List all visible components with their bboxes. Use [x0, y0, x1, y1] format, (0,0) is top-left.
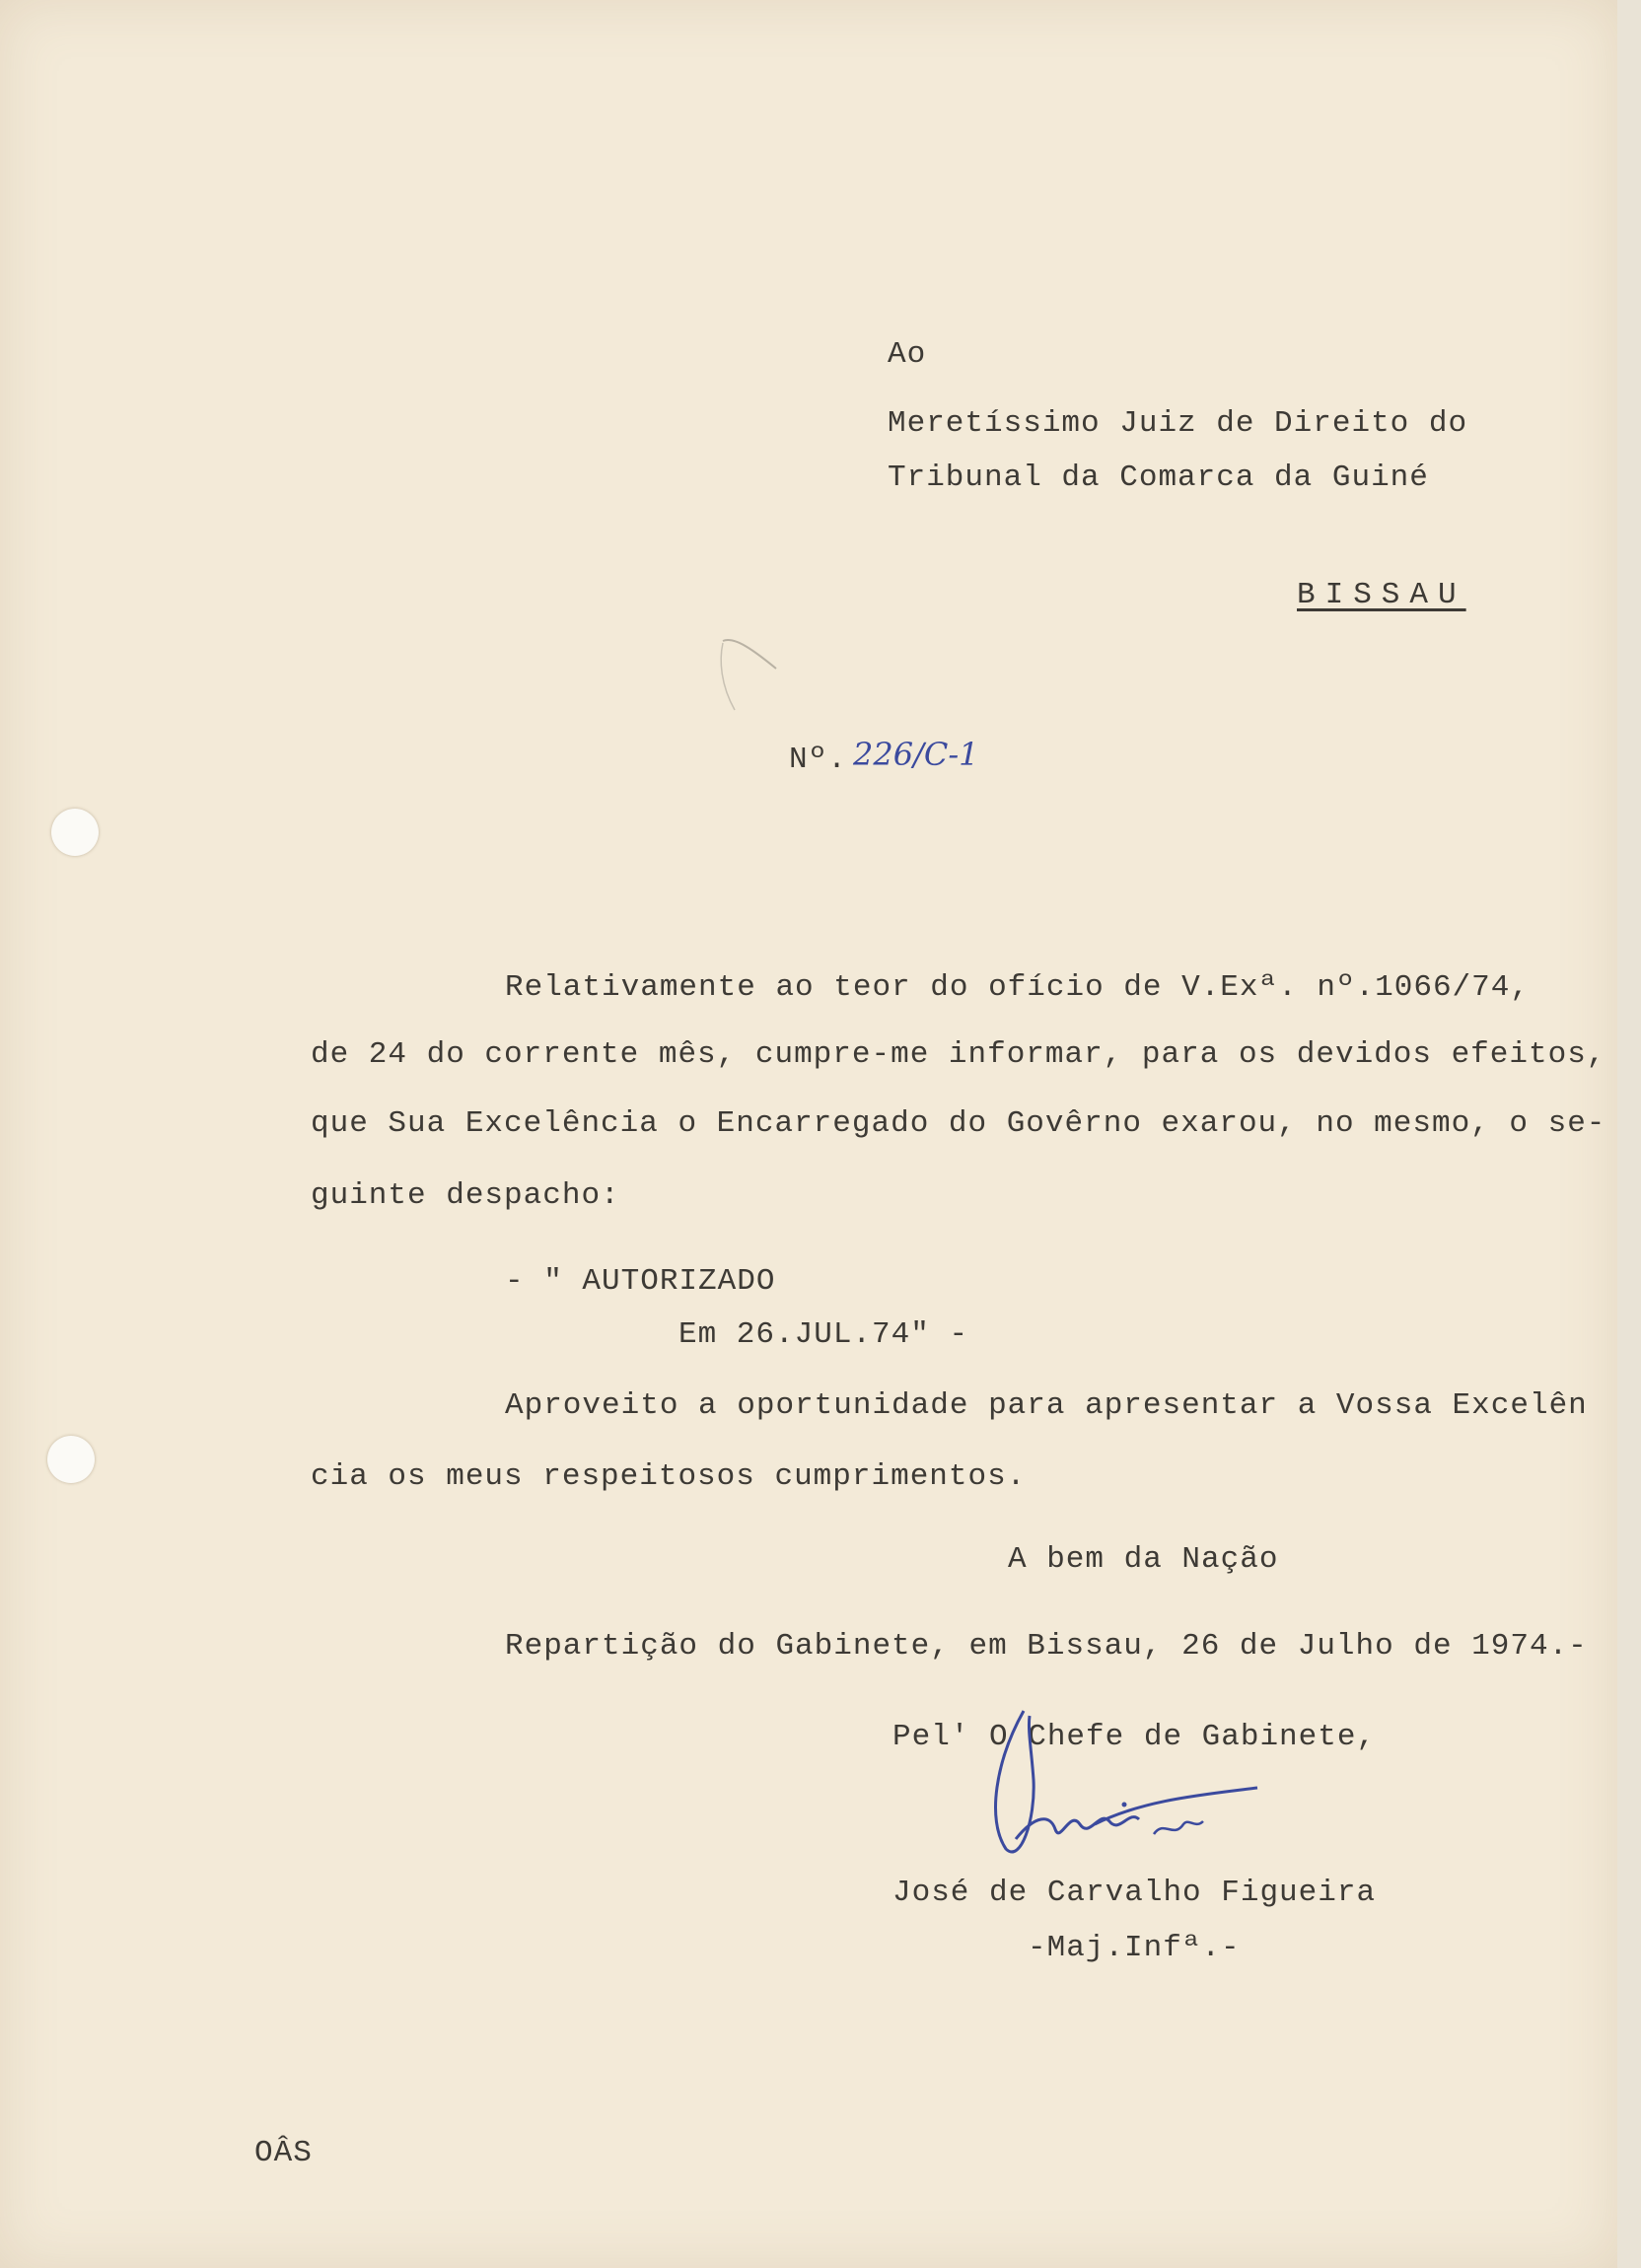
- closing-on-behalf: Pel' O Chefe de Gabinete,: [892, 1720, 1377, 1754]
- addressee-line-1: Meretíssimo Juiz de Direito do: [888, 406, 1468, 441]
- addressee-city: BISSAU: [1297, 578, 1466, 612]
- addressee-ao: Ao: [888, 337, 927, 372]
- signatory-name: José de Carvalho Figueira: [892, 1876, 1377, 1910]
- paragraph-1-line-1: Relativamente ao teor do ofício de V.Exª. nº.1066/74,: [505, 970, 1530, 1005]
- signature: [976, 1701, 1272, 1859]
- paragraph-1-line-4: guinte despacho:: [311, 1178, 620, 1213]
- page-edge: [1617, 0, 1641, 2268]
- closing-salutation: A bem da Nação: [1008, 1542, 1279, 1577]
- punch-hole-top: [51, 809, 99, 856]
- punch-hole-bottom: [47, 1436, 95, 1483]
- addressee-line-2: Tribunal da Comarca da Guiné: [888, 461, 1429, 495]
- paragraph-2-line-2: cia os meus respeitosos cumprimentos.: [311, 1459, 1027, 1494]
- footer-initials: OÂS: [254, 2136, 313, 2170]
- despacho-line-2: Em 26.JUL.74" -: [678, 1317, 969, 1352]
- despacho-line-1: - " AUTORIZADO: [505, 1264, 776, 1299]
- paragraph-2-line-1: Aproveito a oportunidade para apresentar a Vossa Excelên: [505, 1388, 1588, 1423]
- paragraph-1-line-2: de 24 do corrente mês, cumpre-me informar, para os devidos efeitos,: [311, 1037, 1606, 1072]
- reference-number-handwritten: 226/C-1: [853, 736, 979, 773]
- pencil-mark: [715, 631, 794, 720]
- closing-place-date: Repartição do Gabinete, em Bissau, 26 de Julho de 1974.-: [505, 1629, 1588, 1664]
- signatory-rank: -Maj.Infª.-: [1028, 1931, 1241, 1965]
- reference-number-label: Nº.: [789, 743, 847, 777]
- paragraph-1-line-3: que Sua Excelência o Encarregado do Govêrno exarou, no mesmo, o se-: [311, 1106, 1606, 1141]
